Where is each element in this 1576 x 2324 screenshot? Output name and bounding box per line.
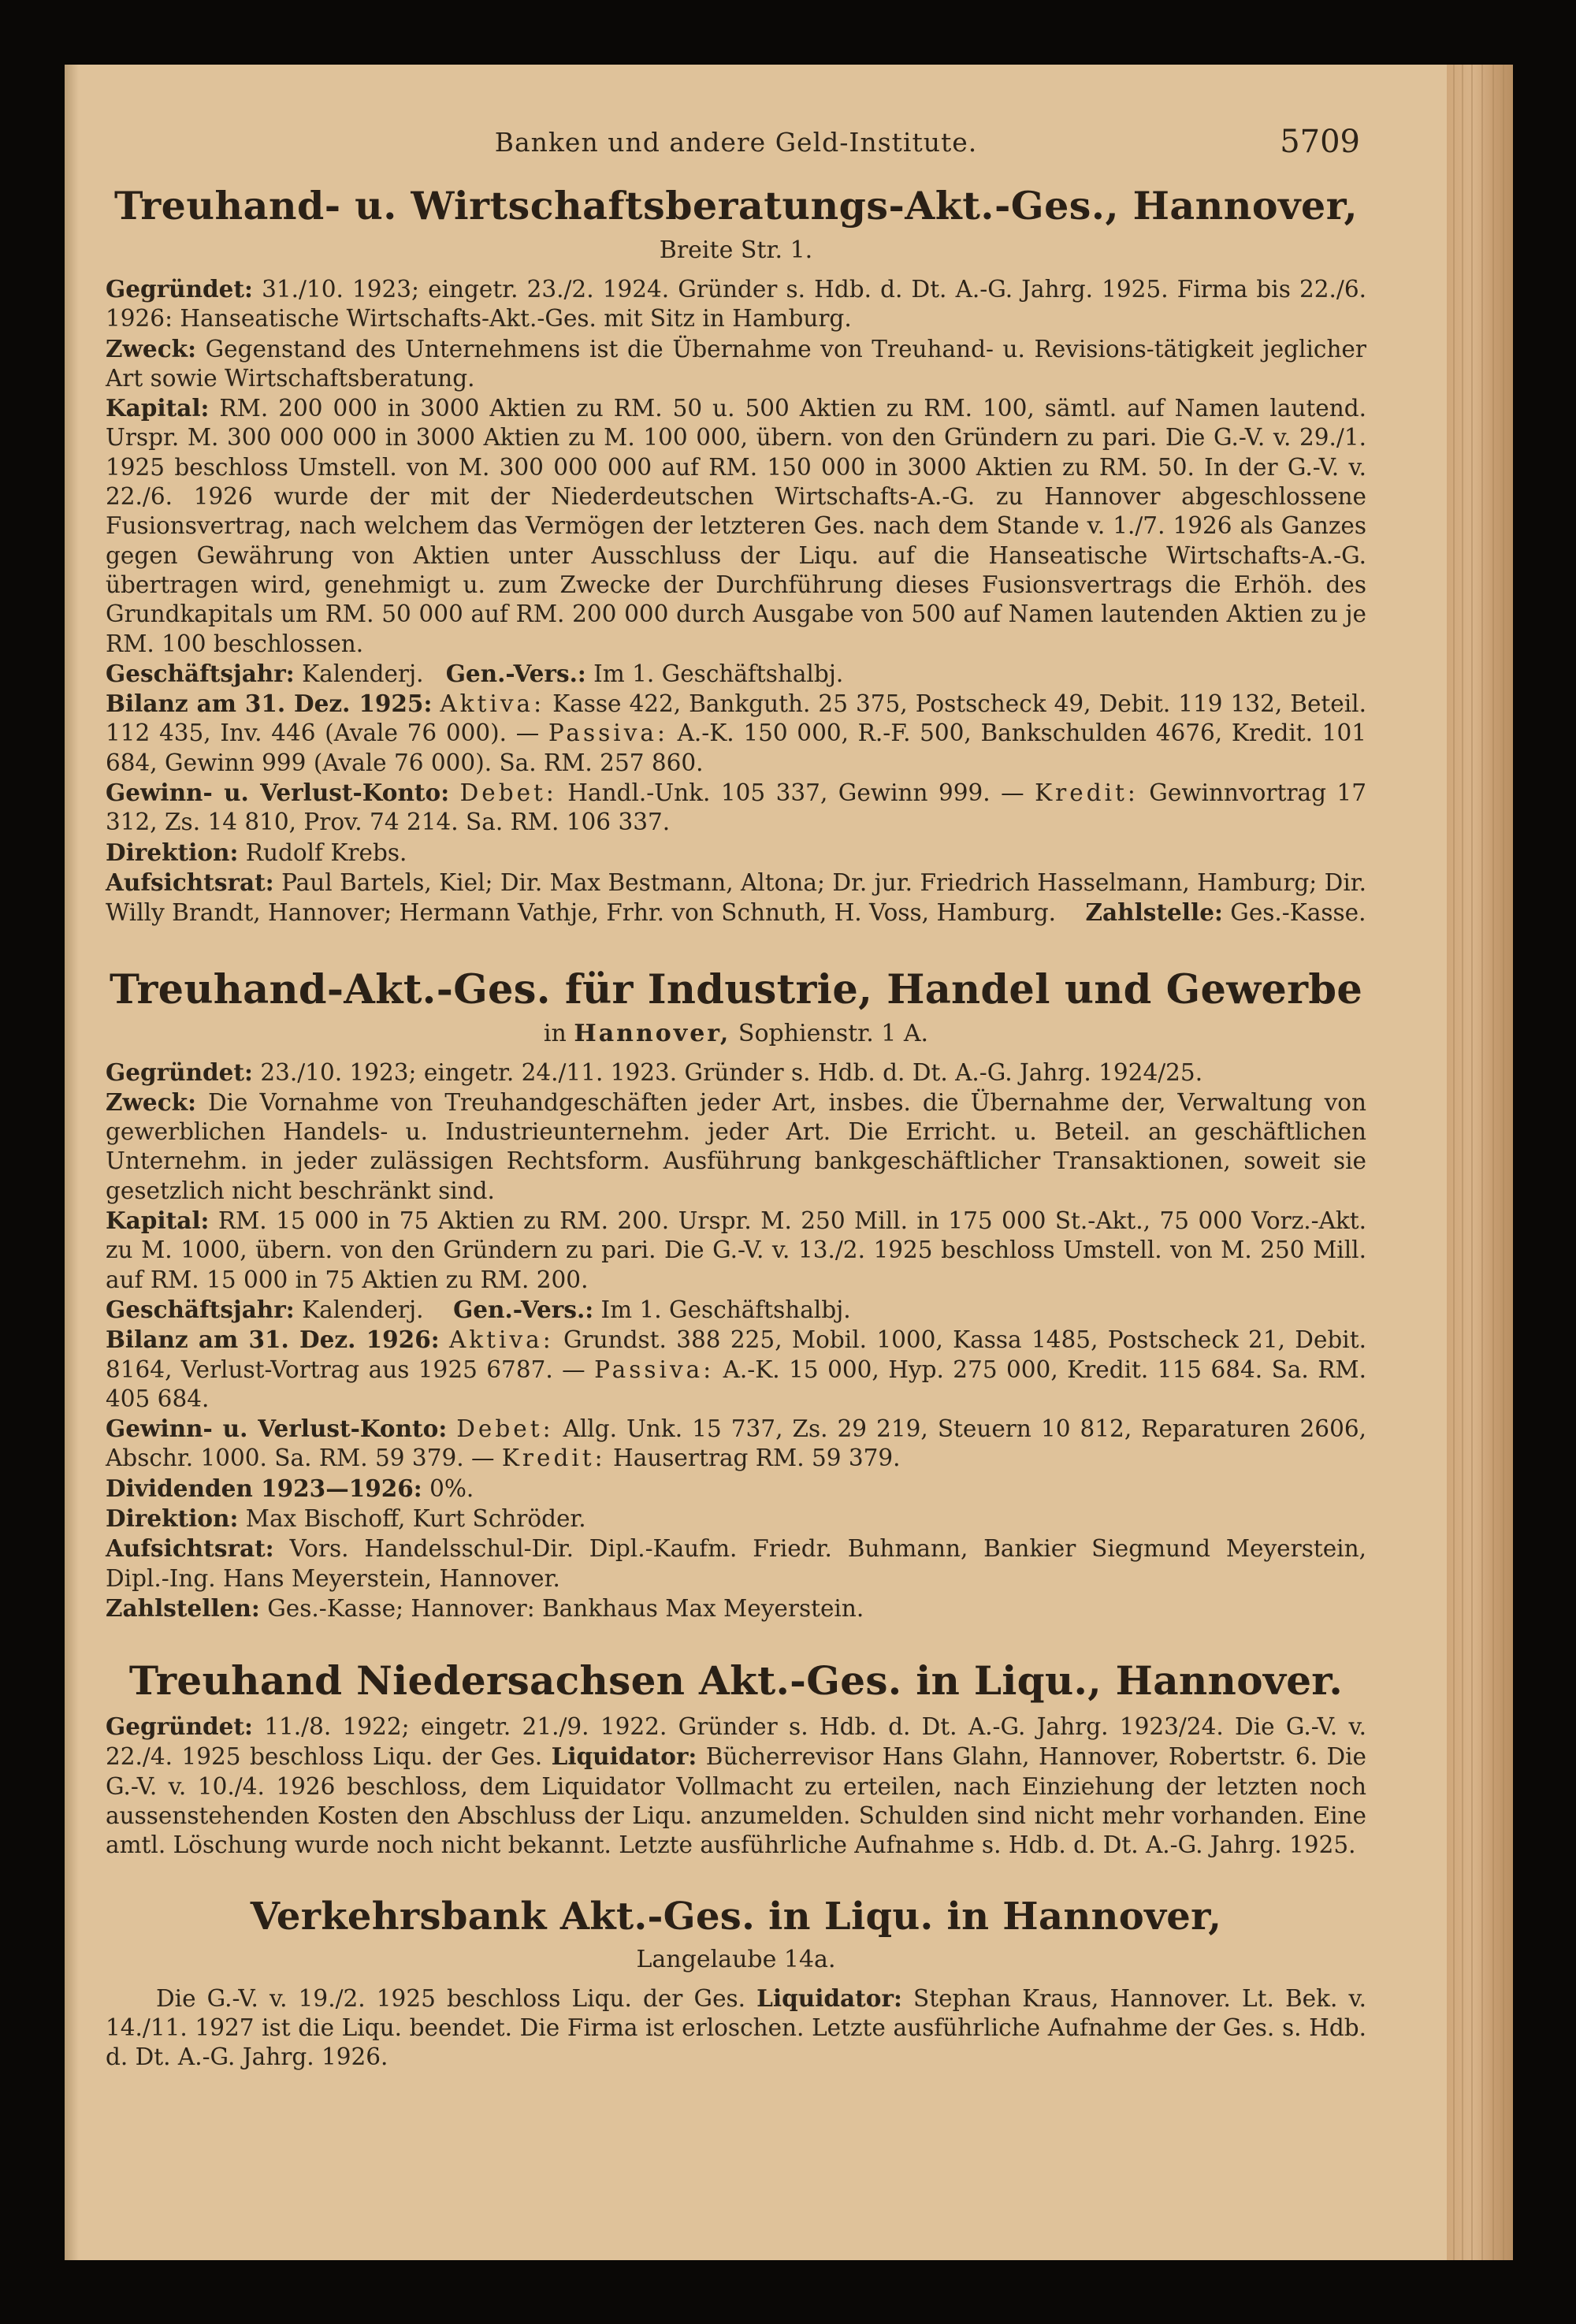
paragraph-zweck xyxy=(106,1088,1366,1206)
company-title: Treuhand-Akt.-Ges. für Industrie, Handel und Gewerbe xyxy=(109,965,1363,1013)
label-gegruendet: Gegründet: xyxy=(106,275,253,303)
label-debet: Debet: xyxy=(459,779,557,807)
text-aktiva: Grundst. 388 225, Mobil. 1000, Kassa 1485, Postscheck 21, Debit. 8164, Verlust-Vortrag aus 1925 6787. — xyxy=(106,1326,1366,1383)
label-zahlstelle: Zahlstelle: xyxy=(1085,898,1223,927)
address-prefix: in xyxy=(543,1019,574,1047)
label-passiva: Passiva: xyxy=(548,720,668,747)
text-zahlstelle: Ges.-Kasse. xyxy=(1222,899,1366,927)
company-title: Verkehrsbank Akt.-Ges. in Liqu. in Hannover, xyxy=(250,1894,1222,1939)
entry-body xyxy=(106,1984,1366,2073)
paragraph-kapital xyxy=(106,1206,1366,1295)
text-aufsichtsrat: Vors. Handelsschul-Dir. Dipl.-Kaufm. Friedr. Buhmann, Bankier Siegmund Meyerstein, Dipl.-Ing. Hans Meyerstein, Hannover. xyxy=(106,1535,1366,1592)
label-passiva: Passiva: xyxy=(594,1355,715,1383)
label-bilanz: Bilanz am 31. Dez. 1926: xyxy=(106,1326,440,1354)
label-liquidator: Liquidator: xyxy=(756,1984,902,2012)
paragraph-geschaeftsjahr xyxy=(106,1295,1366,1325)
text-dividenden: 0%. xyxy=(422,1474,474,1502)
address-city: Hannover, xyxy=(574,1019,731,1047)
paragraph-aufsichtsrat xyxy=(106,868,1366,928)
paragraph-dividenden xyxy=(106,1474,1366,1504)
text-liquidator: Stephan Kraus, Hannover. Lt. Bek. v. 14./11. 1927 ist die Liqu. beendet. Die Firma ist erloschen. Letzte ausführliche Aufnahme der Ges. s. Hdb. d. Dt. A.-G. Jahrg. 1926. xyxy=(106,1984,1366,2071)
label-guv: Gewinn- u. Verlust-Konto: xyxy=(106,1415,448,1443)
running-head xyxy=(106,124,1366,178)
page-number: 5709 xyxy=(1280,124,1360,160)
label-geschaeftsjahr: Geschäftsjahr: xyxy=(106,659,295,687)
paragraph-direktion xyxy=(106,1504,1366,1534)
paragraph-gegruendet xyxy=(106,1712,1366,1860)
label-liquidator: Liquidator: xyxy=(551,1742,697,1771)
label-direktion: Direktion: xyxy=(106,838,239,866)
text-liquidator: Bücherrevisor Hans Glahn, Hannover, Robertstr. 6. Die G.-V. v. 10./4. 1926 beschloss, dem Liquidator Vollmacht zu erteilen, nach Einziehung der letzten noch aussenstehenden Kosten den Abschluss der Liqu. anzumelden. Schulden sind nicht mehr vorhanden. Eine amtl. Löschung wurde noch nicht bekannt. Letzte ausführliche Aufnahme s. Hdb. d. Dt. A.-G. Jahrg. 1925. xyxy=(106,1743,1366,1859)
text-debet: Allg. Unk. 15 737, Zs. 29 219, Steuern 10 812, Reparaturen 2606, Abschr. 1000. Sa. RM. 59 379. — xyxy=(106,1415,1366,1472)
label-guv: Gewinn- u. Verlust-Konto: xyxy=(106,779,450,807)
entry-body xyxy=(106,274,1366,928)
label-kapital: Kapital: xyxy=(106,1207,210,1235)
label-aufsichtsrat: Aufsichtsrat: xyxy=(106,868,274,896)
label-zweck: Zweck: xyxy=(106,1088,196,1116)
paragraph-bilanz xyxy=(106,689,1366,778)
company-address: Breite Str. 1. xyxy=(659,236,813,264)
label-kredit: Kredit: xyxy=(1035,779,1139,807)
text-kredit: Gewinnvortrag 17 312, Zs. 14 810, Prov. 74 214. Sa. RM. 106 337. xyxy=(106,779,1366,836)
text-geschaeftsjahr: Kalenderj. xyxy=(294,1296,424,1323)
text-gegruendet: 11./8. 1922; eingetr. 21./9. 1922. Gründer s. Hdb. d. Dt. A.-G. Jahrg. 1923/24. Die G.-V. v. 22./4. 1925 beschloss Liqu. der Ges. xyxy=(106,1713,1366,1771)
text-debet: Handl.-Unk. 105 337, Gewinn 999. — xyxy=(556,779,1035,807)
text-zweck: Gegenstand des Unternehmens ist die Übernahme von Treuhand- u. Revisions-tätigkeit jeglicher Art sowie Wirtschaftsberatung. xyxy=(106,335,1366,392)
label-zweck: Zweck: xyxy=(106,334,196,363)
entry-body xyxy=(106,1712,1366,1860)
text-zweck: Die Vornahme von Treuhandgeschäften jeder Art, insbes. die Übernahme der, Verwaltung von gewerblichen Handels- u. Industrieunternehm. jeder Art. Die Erricht. u. Beteil. an geschäftlichen Unternehm. in jeder zulässigen Rechtsform. Ausführung bankgeschäftlicher Transaktionen, soweit sie gesetzlich nicht beschränkt sind. xyxy=(106,1088,1366,1204)
page-content xyxy=(106,124,1366,2073)
paragraph-liquidation xyxy=(106,1984,1366,2073)
company-address xyxy=(106,1018,1366,1050)
text-kapital: RM. 200 000 in 3000 Aktien zu RM. 50 u. 500 Aktien zu RM. 100, sämtl. auf Namen lautend. Urspr. M. 300 000 000 in 3000 Aktien zu M. 100 000, übern. von den Gründern zu pari. Die G.-V. v. 29./1. 1925 beschloss Umstell. von M. 300 000 000 auf RM. 150 000 in 3000 Aktien zu RM. 50. In der G.-V. v. 22./6. 1926 wurde der mit der Niederdeutschen Wirtschafts-A.-G. zu Hannover abgeschlossene Fusionsvertrag, nach welchem das Vermögen der letzteren Ges. nach dem Stande v. 1./7. 1926 als Ganzes gegen Gewährung von Aktien unter Ausschluss der Liqu. auf die Hanseatische Wirtschafts-A.-G. übertragen wird, genehmigt u. zum Zwecke der Durchführung dieses Fusionsvertrags die Erhöh. des Grundkapitals um RM. 50 000 auf RM. 200 000 durch Ausgabe von 500 auf Namen lautenden Aktien zu je RM. 100 beschlossen. xyxy=(106,395,1366,657)
label-zahlstellen: Zahlstellen: xyxy=(106,1593,260,1622)
label-geschaeftsjahr: Geschäftsjahr: xyxy=(106,1295,295,1323)
page-edge xyxy=(1447,65,1513,2260)
text-liquidation: Die G.-V. v. 19./2. 1925 beschloss Liqu. der Ges. xyxy=(156,1984,757,2012)
label-aktiva: Aktiva: xyxy=(448,1326,554,1354)
text-passiva: A.-K. 15 000, Hyp. 275 000, Kredit. 115 684. Sa. RM. 405 684. xyxy=(106,1355,1366,1412)
text-kapital: RM. 15 000 in 75 Aktien zu RM. 200. Urspr. M. 250 Mill. in 175 000 St.-Akt., 75 000 Vorz.-Akt. zu M. 1000, übern. von den Gründern zu pari. Die G.-V. v. 13./2. 1925 beschloss Umstell. von M. 250 Mill. auf RM. 15 000 in 75 Aktien zu RM. 200. xyxy=(106,1207,1366,1293)
paragraph-guv xyxy=(106,1414,1366,1474)
text-aufsichtsrat: Paul Bartels, Kiel; Dir. Max Bestmann, Altona; Dr. jur. Friedrich Hasselmann, Hamburg; Dir. Willy Brandt, Hannover; Hermann Vathje, Frhr. von Schnuth, H. Voss, Hamburg. xyxy=(106,868,1366,927)
spine-shadow xyxy=(65,65,79,2260)
paragraph-geschaeftsjahr xyxy=(106,659,1366,689)
entry-treuhand-wirtschaftsberatung xyxy=(106,178,1366,928)
text-aktiva: Kasse 422, Bankguth. 25 375, Postscheck 49, Debit. 119 132, Beteil. 112 435, Inv. 446 (Avale 76 000). — xyxy=(106,690,1366,747)
text-gen-vers: Im 1. Geschäftshalbj. xyxy=(593,1296,851,1323)
paragraph-zweck xyxy=(106,334,1366,394)
paragraph-aufsichtsrat xyxy=(106,1534,1366,1593)
text-gen-vers: Im 1. Geschäftshalbj. xyxy=(585,660,844,687)
text-direktion: Max Bischoff, Kurt Schröder. xyxy=(238,1504,586,1532)
label-debet: Debet: xyxy=(456,1415,554,1443)
label-kapital: Kapital: xyxy=(106,394,210,422)
paragraph-kapital xyxy=(106,393,1366,659)
paragraph-zahlstellen xyxy=(106,1593,1366,1623)
entry-treuhand-niedersachsen xyxy=(106,1655,1366,1860)
company-title: Treuhand- u. Wirtschaftsberatungs-Akt.-Ges., Hannover, xyxy=(113,183,1359,229)
entry-verkehrsbank xyxy=(106,1891,1366,2073)
text-passiva: A.-K. 150 000, R.-F. 500, Bankschulden 4676, Kredit. 101 684, Gewinn 999 (Avale 76 000). Sa. RM. 257 860. xyxy=(106,720,1366,776)
text-geschaeftsjahr: Kalenderj. xyxy=(294,660,424,687)
paragraph-direktion xyxy=(106,838,1366,868)
label-aufsichtsrat: Aufsichtsrat: xyxy=(106,1534,274,1563)
label-aktiva: Aktiva: xyxy=(440,690,545,718)
text-direktion: Rudolf Krebs. xyxy=(238,838,407,866)
company-address: Langelaube 14a. xyxy=(636,1945,836,1973)
paragraph-gegruendet xyxy=(106,1058,1366,1088)
label-bilanz: Bilanz am 31. Dez. 1925: xyxy=(106,690,433,718)
text-gegruendet: 23./10. 1923; eingetr. 24./11. 1923. Gründer s. Hdb. d. Dt. A.-G. Jahrg. 1924/25. xyxy=(252,1058,1203,1086)
paragraph-guv xyxy=(106,778,1366,838)
text-zahlstellen: Ges.-Kasse; Hannover: Bankhaus Max Meyerstein. xyxy=(259,1594,864,1622)
text-gegruendet: 31./10. 1923; eingetr. 23./2. 1924. Gründer s. Hdb. d. Dt. A.-G. Jahrg. 1925. Firma bis 22./6. 1926: Hanseatische Wirtschafts-Akt.-Ges. mit Sitz in Hamburg. xyxy=(106,276,1366,333)
paragraph-bilanz xyxy=(106,1325,1366,1414)
label-direktion: Direktion: xyxy=(106,1504,239,1532)
company-title: Treuhand Niedersachsen Akt.-Ges. in Liqu., Hannover. xyxy=(128,1657,1344,1705)
text-kredit: Hausertrag RM. 59 379. xyxy=(605,1445,901,1472)
label-gegruendet: Gegründet: xyxy=(106,1058,253,1086)
label-gegruendet: Gegründet: xyxy=(106,1712,253,1741)
label-kredit: Kredit: xyxy=(501,1445,606,1472)
entry-body xyxy=(106,1058,1366,1624)
running-title: Banken und andere Geld-Institute. xyxy=(494,127,978,158)
entry-treuhand-industrie-handel xyxy=(106,963,1366,1624)
label-gen-vers: Gen.-Vers.: xyxy=(445,659,586,687)
address-street: Sophienstr. 1 A. xyxy=(730,1019,929,1047)
paragraph-gegruendet xyxy=(106,274,1366,334)
scanned-page xyxy=(65,65,1513,2260)
label-gen-vers: Gen.-Vers.: xyxy=(453,1295,594,1323)
label-dividenden: Dividenden 1923—1926: xyxy=(106,1474,422,1502)
